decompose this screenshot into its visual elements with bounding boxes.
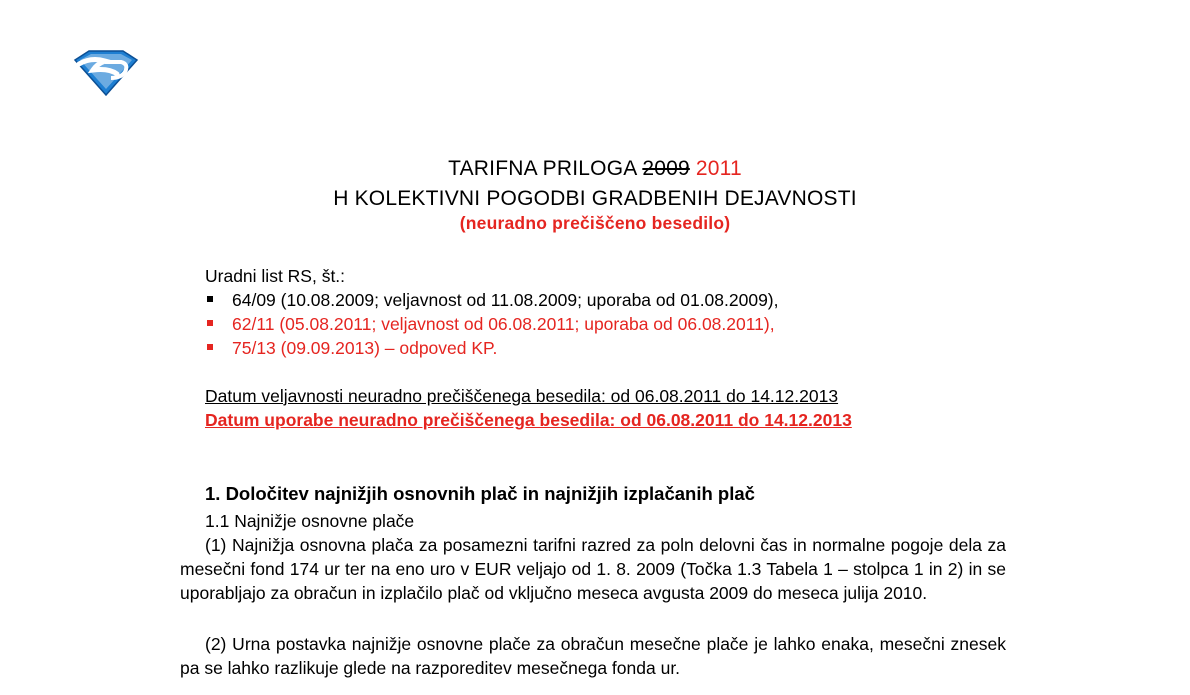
- bullet-icon: [207, 344, 213, 350]
- gazette-item-text: 64/09 (10.08.2009; veljavnost od 11.08.2009; uporaba od 01.08.2009),: [232, 290, 779, 310]
- gazette-list: [205, 288, 779, 360]
- gazette-item: [205, 336, 779, 360]
- gazette-item: [205, 288, 779, 312]
- title-old-year: 2009: [642, 157, 690, 180]
- gazette-item: [205, 312, 779, 336]
- gazette-item-text: 75/13 (09.09.2013) – odpoved KP.: [232, 338, 498, 358]
- validity-date: Datum veljavnosti neuradno prečiščenega besedila: od 06.08.2011 do 14.12.2013: [205, 386, 839, 406]
- title-prefix: TARIFNA PRILOGA: [448, 157, 643, 180]
- document-title: [0, 156, 1190, 182]
- gazette-label: Uradni list RS, št.:: [205, 266, 346, 286]
- section-heading: 1. Določitev najnižjih osnovnih plač in najnižjih izplačanih plač: [205, 483, 755, 504]
- bullet-icon: [207, 320, 213, 326]
- paragraph-2: (2) Urna postavka najnižje osnovne plače za obračun mesečne plače je lahko enaka, mesečni znesek pa se lahko razlikuje glede na razporeditev mesečnega fonda ur.: [180, 634, 1006, 678]
- usage-date: Datum uporabe neuradno prečiščenega besedila: od 06.08.2011 do 14.12.2013: [205, 410, 852, 430]
- title-new-year: 2011: [695, 157, 742, 180]
- bullet-icon: [207, 296, 213, 302]
- section-subheading: 1.1 Najnižje osnovne plače: [205, 511, 415, 531]
- document-subtitle: H KOLEKTIVNI POGODBI GRADBENIH DEJAVNOSTI: [333, 187, 857, 210]
- company-logo-icon: [71, 48, 141, 98]
- document-note: (neuradno prečiščeno besedilo): [459, 213, 731, 233]
- paragraph-1: (1) Najnižja osnovna plača za posamezni tarifni razred za poln delovni čas in normalne pogoje dela za mesečni fond 174 ur ter na eno uro v EUR veljajo od 1. 8. 2009 (Točka 1.3 Tabela 1 – stolpca 1 in 2) in se uporabljajo za obračun in izplačilo plač od vključno meseca avgusta 2009 do meseca julija 2010.: [180, 535, 1006, 603]
- gazette-item-text: 62/11 (05.08.2011; veljavnost od 06.08.2011; uporaba od 06.08.2011),: [232, 314, 775, 334]
